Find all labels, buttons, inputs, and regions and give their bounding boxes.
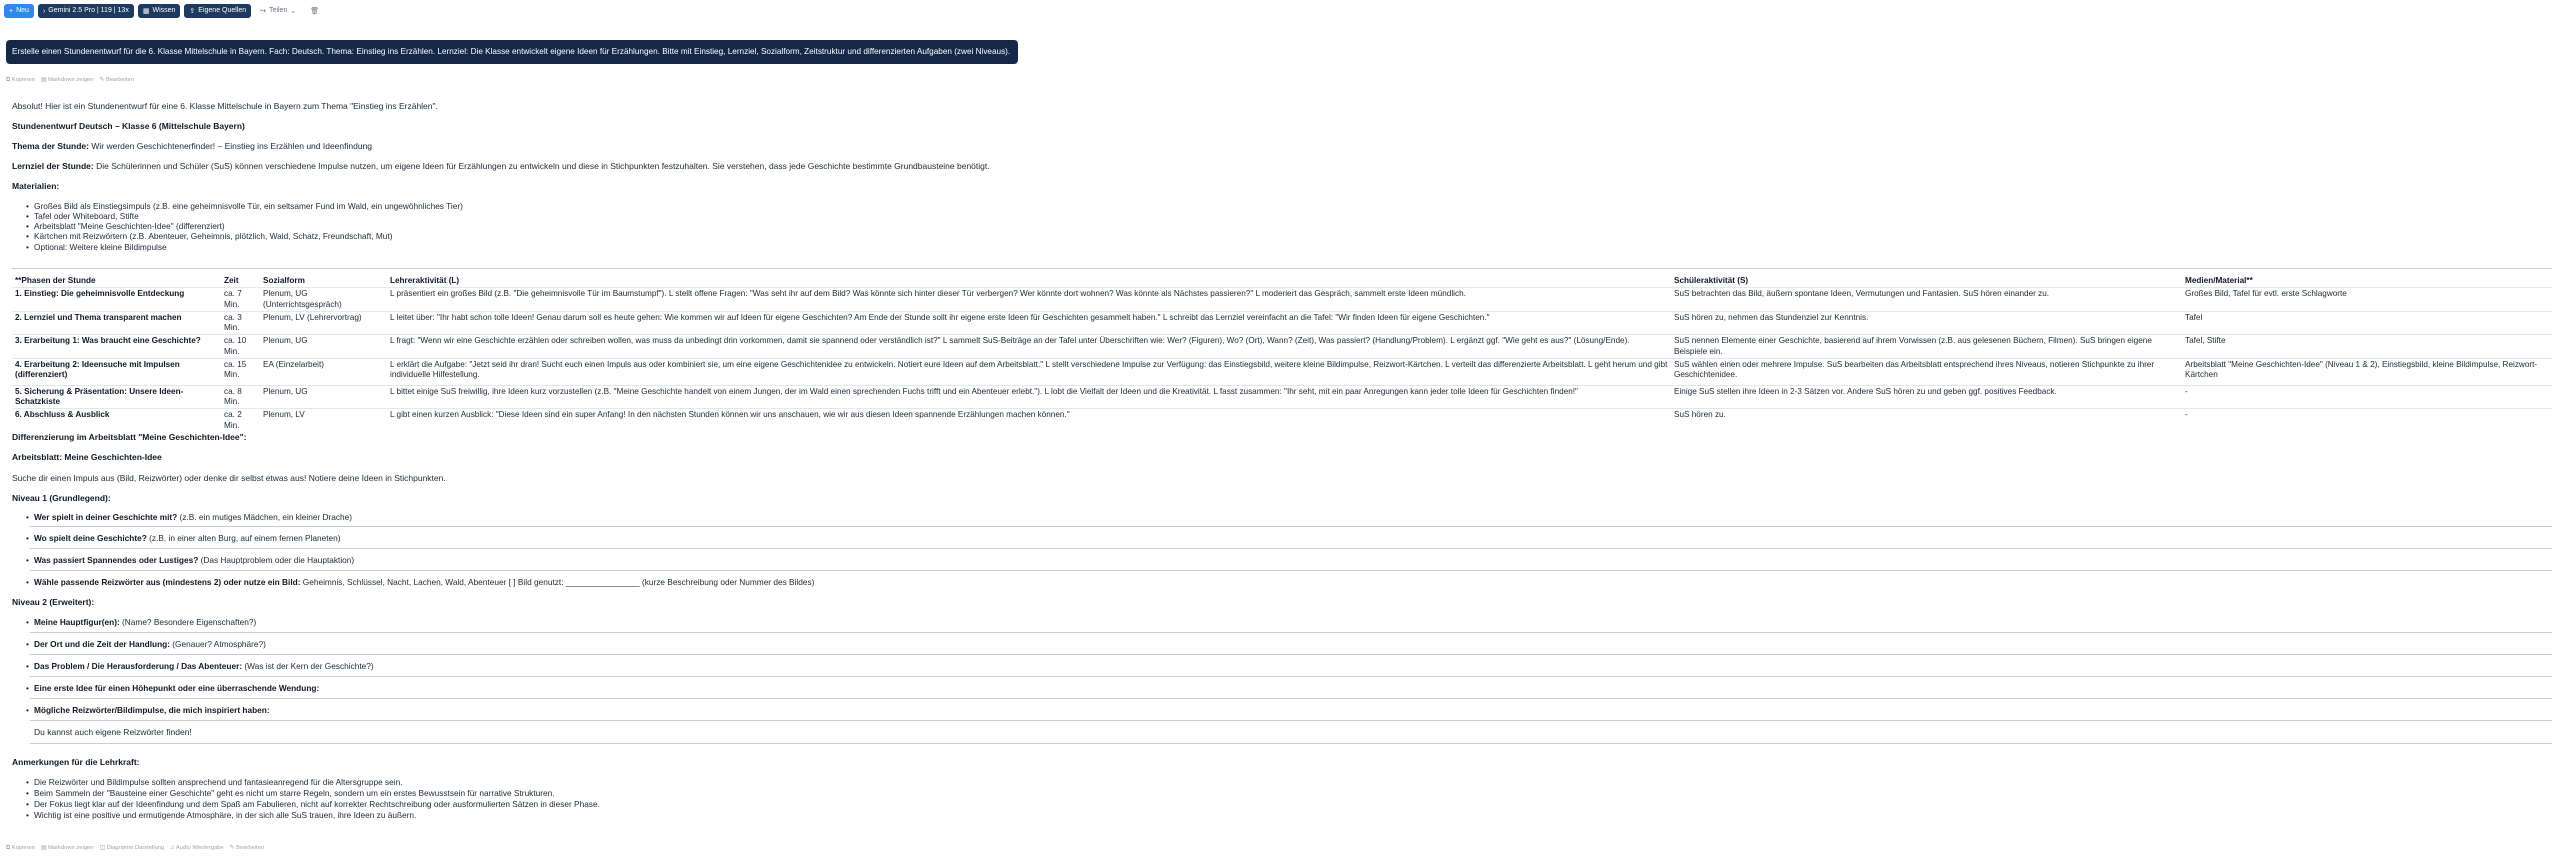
social-form-cell: Plenum, LV (Lehrervortrag) xyxy=(260,311,387,335)
column-header: Zeit xyxy=(224,276,239,285)
toolbar xyxy=(4,4,324,18)
column-header: **Phasen der Stunde xyxy=(15,276,96,285)
materials-item: • Arbeitsblatt "Meine Geschichten-Idee" (differenziert) xyxy=(34,221,225,231)
level2-item: • Meine Hauptfigur(en): (Name? Besondere Eigenschaften?) xyxy=(34,617,256,627)
notes-item: • Der Fokus liegt klar auf der Ideenfindung und dem Spaß am Fabulieren, nicht auf korrekter Rechtschreibung oder ausformulierten Sätzen in dieser Phase. xyxy=(34,799,600,809)
plus-icon: + xyxy=(9,7,14,15)
media-cell: Tafel, Stifte xyxy=(2182,335,2552,359)
level2-item: • Eine erste Idee für einen Höhepunkt oder eine überraschende Wendung: xyxy=(34,683,319,693)
time-cell: ca. 10 Min. xyxy=(221,335,260,359)
time-cell: ca. 8 Min. xyxy=(221,385,260,409)
table-row xyxy=(12,385,2552,409)
table-header-row xyxy=(12,275,2552,288)
divider xyxy=(12,268,2552,269)
teacher-activity-cell: L gibt einen kurzen Ausblick: "Diese Ideen sind ein super Anfang! In den nächsten Stunden können wir uns anschauen, wie wir aus diesen Ideen spannende Erzählungen machen können." xyxy=(387,409,1671,432)
media-cell: Tafel xyxy=(2182,311,2552,335)
answer-line xyxy=(30,632,2552,633)
worksheet-instruction: Suche dir einen Impuls aus (Bild, Reizwörter) oder denke dir selbst etwas aus! Notiere deine Ideen in Stichpunkten. xyxy=(12,473,446,483)
edit-prompt-action[interactable]: ✎ Bearbeiten xyxy=(99,77,135,83)
table-row xyxy=(12,311,2552,335)
response-intro: Absolut! Hier ist ein Stundenentwurf für eine 6. Klasse Mittelschule in Bayern zum Thema "Einstieg ins Erzählen". xyxy=(12,101,438,111)
column-header: Medien/Material** xyxy=(2185,276,2253,285)
student-activity-cell: Einige SuS stellen ihre Ideen in 2-3 Sätzen vor. Andere SuS hören zu und geben ggf. positives Feedback. xyxy=(1671,385,2182,409)
phase-cell: 1. Einstieg: Die geheimnisvolle Entdeckung xyxy=(12,288,221,312)
response-heading: Stundenentwurf Deutsch – Klasse 6 (Mittelschule Bayern) xyxy=(12,121,245,131)
column-header: Sozialform xyxy=(263,276,305,285)
user-prompt xyxy=(6,40,1018,64)
edit-response-action[interactable]: ✎ Bearbeiten xyxy=(229,845,265,851)
response-actions xyxy=(6,845,264,852)
teacher-activity-cell: L erklärt die Aufgabe: "Jetzt seid ihr dran! Sucht euch einen Impuls aus oder kombiniert sie, um eine eigene Geschichtenidee zu entwickeln. Notiert eure Ideen auf dem Arbeitsblatt." L stellt verschiedene Impulse zur Verfügung: das Einstiegsbild, weitere kleine Bildimpulse, Reizwort-Kärtchen. L verteilt das differenzierte Arbeitsblatt. L geht herum und gibt individuelle Hilfestellung. xyxy=(387,358,1671,385)
level1-item: • Wähle passende Reizwörter aus (mindestens 2) oder nutze ein Bild: Geheimnis, Schlüssel, Nacht, Lachen, Wald, Abenteuer [ ] Bild genutzt: ________________ (kurze Beschreibung oder Nummer des Bildes) xyxy=(34,577,814,587)
media-cell: - xyxy=(2182,385,2552,409)
upload-icon: ⇪ xyxy=(189,7,196,15)
time-cell: ca. 15 Min. xyxy=(221,358,260,385)
phase-cell: 4. Erarbeitung 2: Ideensuche mit Impulsen (differenziert) xyxy=(12,358,221,385)
answer-line xyxy=(30,676,2552,677)
trash-icon: 🗑 xyxy=(310,7,320,15)
phase-cell: 3. Erarbeitung 1: Was braucht eine Geschichte? xyxy=(12,335,221,359)
worksheet-title: Arbeitsblatt: Meine Geschichten-Idee xyxy=(12,452,162,462)
time-cell: ca. 7 Min. xyxy=(221,288,260,312)
phase-cell: 2. Lernziel und Thema transparent machen xyxy=(12,311,221,335)
answer-line xyxy=(30,548,2552,549)
media-cell: Arbeitsblatt "Meine Geschichten-Idee" (Niveau 1 & 2), Einstiegsbild, kleine Bildimpulse, Reizwort-Kärtchen xyxy=(2182,358,2552,385)
answer-line xyxy=(30,570,2552,571)
student-activity-cell: SuS hören zu, nehmen das Stundenziel zur Kenntnis. xyxy=(1671,311,2182,335)
show-markdown-action[interactable]: ▤ Markdown zeigen xyxy=(40,77,94,83)
teacher-activity-cell: L leitet über: "Ihr habt schon tolle Ideen! Genau darum soll es heute gehen: Wie kommen wir auf Ideen für eigene Geschichten? Am Ende der Stunde sollt ihr eigene erste Ideen für Geschichten gesammelt haben." L schreibt das Lernziel vereinfacht an die Tafel: "Wir finden Ideen für eigene Geschichten." xyxy=(387,311,1671,335)
model-selector-button[interactable]: › Gemini 2.5 Pro | 119 | 13x xyxy=(38,4,134,18)
share-button[interactable]: ↪ Teilen ⌄ xyxy=(260,6,297,15)
materials-item: • Tafel oder Whiteboard, Stifte xyxy=(34,211,139,221)
answer-line xyxy=(30,654,2552,655)
notes-heading: Anmerkungen für die Lehrkraft: xyxy=(12,757,140,767)
teacher-activity-cell: L bittet einige SuS freiwillig, ihre Ideen kurz vorzustellen (z.B. "Meine Geschichte handelt von einem Jungen, der im Wald einen sprechenden Fuchs trifft und ein Abenteuer erlebt."). L lobt die Vielfalt der Ideen und die Kreativität. L fasst zusammen: "Ihr seht, mit ein paar Anregungen kann jeder tolle Ideen für Geschichten finden!" xyxy=(387,385,1671,409)
level1-label: Niveau 1 (Grundlegend): xyxy=(12,493,111,503)
level1-item: • Was passiert Spannendes oder Lustiges? (Das Hauptproblem oder die Hauptaktion) xyxy=(34,555,354,565)
chevron-down-icon: ⌄ xyxy=(290,7,297,15)
prompt-text: Erstelle einen Stundenentwurf für die 6. Klasse Mittelschule in Bayern. Fach: Deutsch. Thema: Einstieg ins Erzählen. Lernziel: Die Klasse entwickelt eigene Ideen für Erzählungen. Bitte mit Einstieg, Lernziel, Sozialform, Zeitstruktur und differenzierten Aufgaben (zwei Niveaus). xyxy=(12,46,1011,56)
materials-label: Materialien: xyxy=(12,181,60,191)
topic-line: Thema der Stunde: Wir werden Geschichtenerfinder! – Einstieg ins Erzählen und Ideenfindung xyxy=(12,141,373,151)
notes-item: • Beim Sammeln der "Bausteine einer Geschichte" geht es nicht um starre Regeln, sondern um ein erstes Bewusstsein für narrative Strukturen. xyxy=(34,788,555,798)
student-activity-cell: SuS wählen einen oder mehrere Impulse. SuS bearbeiten das Arbeitsblatt entsprechend ihres Niveaus, notieren Stichpunkte zu ihrer Geschichtenidee. xyxy=(1671,358,2182,385)
teacher-activity-cell: L fragt: "Wenn wir eine Geschichte erzählen oder schreiben wollen, was muss da unbedingt drin vorkommen, damit sie spannend oder verständlich ist?" L sammelt SuS-Beiträge an der Tafel unter Überschriften wie: Wer? (Figuren), Wo? (Ort), Wann? (Zeit), Was passiert? (Handlung/Problem). L ergänzt ggf. "Wie geht es aus?" (Lösung/Ende). xyxy=(387,335,1671,359)
teacher-activity-cell: L präsentiert ein großes Bild (z.B. "Die geheimnisvolle Tür im Baumstumpf"). L stellt offene Fragen: "Was seht ihr auf dem Bild? Was könnte sich hinter dieser Tür verbergen? Wer könnte dort wohnen? Was könnte als Nächstes passieren?" L moderiert das Gespräch, sammelt erste Ideen mündlich. xyxy=(387,288,1671,312)
social-form-cell: Plenum, UG (Unterrichtsgespräch) xyxy=(260,288,387,312)
level2-label: Niveau 2 (Erweitert): xyxy=(12,597,95,607)
level2-item: • Das Problem / Die Herausforderung / Das Abenteuer: (Was ist der Kern der Geschichte?) xyxy=(34,661,374,671)
level1-item: • Wo spielt deine Geschichte? (z.B. in einer alten Burg, auf einem fernen Planeten) xyxy=(34,533,341,543)
prompt-actions xyxy=(6,77,134,84)
diagram-action[interactable]: ◫ Diagramm Darstellung xyxy=(99,845,165,851)
answer-line xyxy=(30,720,2552,721)
copy-prompt-action[interactable]: ⧉ Kopieren xyxy=(6,77,35,83)
extra-hint: Du kannst auch eigene Reizwörter finden! xyxy=(34,727,192,737)
level1-item: • Wer spielt in deiner Geschichte mit? (z.B. ein mutiges Mädchen, ein kleiner Drache) xyxy=(34,512,352,522)
time-cell: ca. 2 Min. xyxy=(221,409,260,432)
student-activity-cell: SuS nennen Elemente einer Geschichte, basierend auf ihrem Vorwissen (z.B. aus gelesenen Büchern, Filmen). SuS bringen eigene Beispiele ein. xyxy=(1671,335,2182,359)
lesson-plan-table xyxy=(12,275,2552,432)
materials-item: • Optional: Weitere kleine Bildimpulse xyxy=(34,242,167,252)
phase-cell: 6. Abschluss & Ausblick xyxy=(12,409,221,432)
table-row xyxy=(12,358,2552,385)
knowledge-button[interactable]: ▦ Wissen xyxy=(138,4,181,18)
answer-line xyxy=(30,698,2552,699)
own-sources-button[interactable]: ⇪ Eigene Quellen xyxy=(184,4,251,18)
show-markdown-action[interactable]: ▤ Markdown zeigen xyxy=(40,845,94,851)
answer-line xyxy=(30,526,2552,527)
delete-button[interactable] xyxy=(305,4,324,18)
media-cell: - xyxy=(2182,409,2552,432)
social-form-cell: Plenum, UG xyxy=(260,335,387,359)
table-row xyxy=(12,335,2552,359)
phase-cell: 5. Sicherung & Präsentation: Unsere Ideen-Schatzkiste xyxy=(12,385,221,409)
materials-item: • Großes Bild als Einstiegsimpuls (z.B. eine geheimnisvolle Tür, ein seltsamer Fund im Wald, ein ungewöhnliches Tier) xyxy=(34,201,463,211)
copy-response-action[interactable]: ⧉ Kopieren xyxy=(6,845,35,851)
grid-icon: ▦ xyxy=(142,7,150,15)
materials-item: • Kärtchen mit Reizwörtern (z.B. Abenteuer, Geheimnis, plötzlich, Wald, Schatz, Freundschaft, Mut) xyxy=(34,231,392,241)
notes-item: • Die Reizwörter und Bildimpulse sollten ansprechend und fantasieanregend für die Altersgruppe sein. xyxy=(34,777,403,787)
table-row xyxy=(12,288,2552,312)
audio-playback-action[interactable]: ♫ Audio Wiedergabe xyxy=(170,845,224,851)
media-cell: Großes Bild, Tafel für evtl. erste Schlagworte xyxy=(2182,288,2552,312)
answer-line xyxy=(30,743,2552,744)
chevron-right-icon: › xyxy=(42,7,46,15)
differentiation-heading: Differenzierung im Arbeitsblatt "Meine Geschichten-Idee": xyxy=(12,432,247,442)
goal-line: Lernziel der Stunde: Die Schülerinnen und Schüler (SuS) können verschiedene Impulse nutzen, um eigene Ideen für Erzählungen zu entwickeln und diese in Stichpunkten festzuhalten. Sie verstehen, dass jede Geschichte bestimmte Grundbausteine benötigt. xyxy=(12,161,990,171)
notes-item: • Wichtig ist eine positive und ermutigende Atmosphäre, in der sich alle SuS trauen, ihre Ideen zu äußern. xyxy=(34,810,416,820)
level2-item: • Mögliche Reizwörter/Bildimpulse, die mich inspiriert haben: xyxy=(34,705,270,715)
social-form-cell: Plenum, UG xyxy=(260,385,387,409)
share-icon: ↪ xyxy=(260,7,267,15)
new-button[interactable]: + Neu xyxy=(4,4,34,18)
column-header: Schüleraktivität (S) xyxy=(1674,276,1749,285)
social-form-cell: EA (Einzelarbeit) xyxy=(260,358,387,385)
social-form-cell: Plenum, LV xyxy=(260,409,387,432)
student-activity-cell: SuS betrachten das Bild, äußern spontane Ideen, Vermutungen und Fantasien. SuS hören einander zu. xyxy=(1671,288,2182,312)
level2-item: • Der Ort und die Zeit der Handlung: (Genauer? Atmosphäre?) xyxy=(34,639,266,649)
student-activity-cell: SuS hören zu. xyxy=(1671,409,2182,432)
table-row xyxy=(12,409,2552,432)
time-cell: ca. 3 Min. xyxy=(221,311,260,335)
column-header: Lehreraktivität (L) xyxy=(390,276,460,285)
